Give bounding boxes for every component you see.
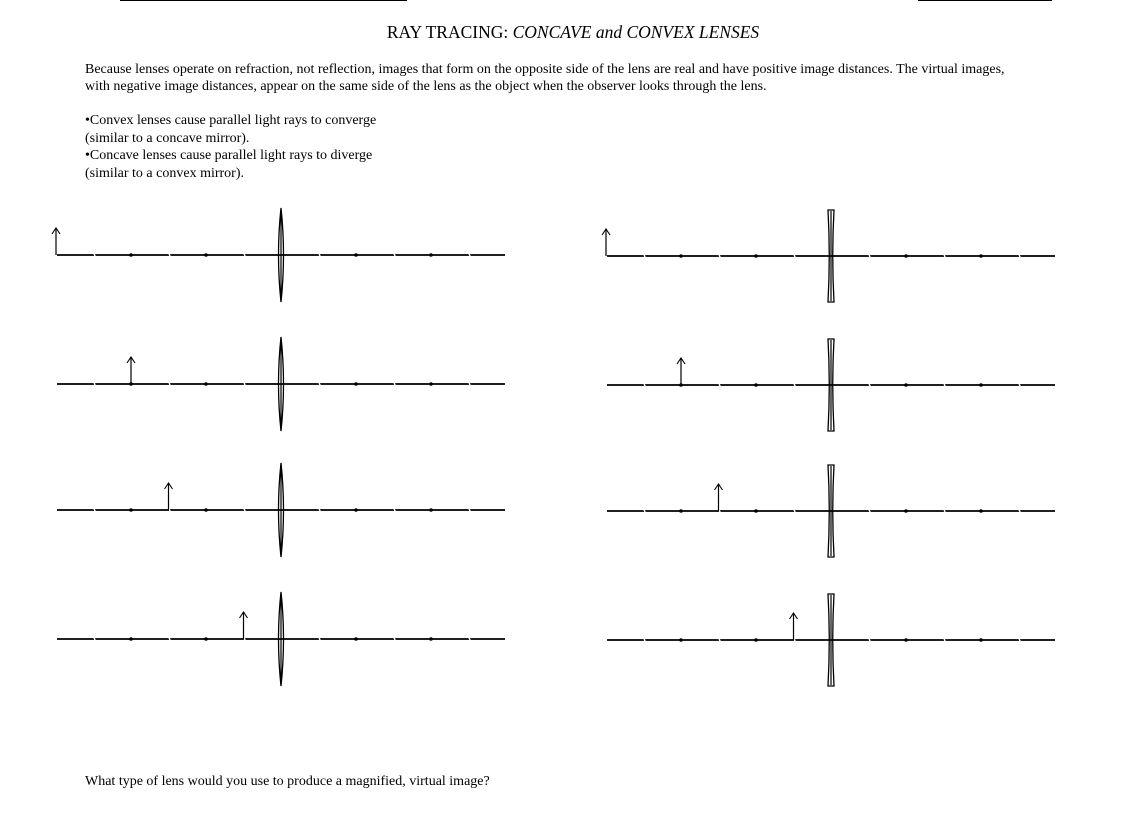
axis-gap bbox=[94, 638, 95, 641]
focal-point-dot bbox=[754, 509, 758, 513]
title-convex: CONVEX LENSES bbox=[626, 22, 760, 42]
focal-point-dot bbox=[354, 637, 358, 641]
note-line: •Convex lenses cause parallel light rays to converge bbox=[85, 113, 377, 128]
focal-point-dot bbox=[979, 509, 983, 513]
axis-gap bbox=[794, 639, 795, 642]
axis-gap bbox=[94, 509, 95, 512]
axis-gap bbox=[944, 255, 945, 258]
focal-point-dot bbox=[754, 254, 758, 258]
axis-gap bbox=[794, 255, 795, 258]
focal-point-dot bbox=[979, 383, 983, 387]
axis-gap bbox=[644, 255, 645, 258]
focal-point-dot bbox=[904, 638, 908, 642]
focal-point-dot bbox=[979, 638, 983, 642]
focal-point-dot bbox=[429, 637, 433, 641]
axis-gap bbox=[394, 254, 395, 257]
axis-gap bbox=[719, 639, 720, 642]
axis-gap bbox=[469, 509, 470, 512]
axis-gap bbox=[169, 638, 170, 641]
focal-point-dot bbox=[354, 253, 358, 257]
axis-gap bbox=[394, 509, 395, 512]
axis-gap bbox=[169, 254, 170, 257]
axis-gap bbox=[1019, 639, 1020, 642]
axis-gap bbox=[869, 639, 870, 642]
focal-point-dot bbox=[129, 637, 133, 641]
focal-point-dot bbox=[204, 382, 208, 386]
focal-point-dot bbox=[429, 382, 433, 386]
axis-gap bbox=[169, 383, 170, 386]
axis-gap bbox=[869, 255, 870, 258]
axis-gap bbox=[469, 638, 470, 641]
axis-gap bbox=[719, 255, 720, 258]
axis-gap bbox=[869, 384, 870, 387]
axis-gap bbox=[319, 638, 320, 641]
intro-paragraph: Because lenses operate on refraction, not reflection, images that form on the opposite side of the lens are real and have positive image distances. The virtual images, with negative image distances, appear on the same side of the lens as the object when the observer looks through the lens. bbox=[85, 62, 1005, 94]
axis-gap bbox=[1019, 255, 1020, 258]
axis-gap bbox=[94, 383, 95, 386]
focal-point-dot bbox=[904, 509, 908, 513]
axis-gap bbox=[394, 638, 395, 641]
focal-point-dot bbox=[754, 383, 758, 387]
axis-gap bbox=[244, 383, 245, 386]
focal-point-dot bbox=[679, 509, 683, 513]
axis-gap bbox=[794, 510, 795, 513]
focal-point-dot bbox=[204, 637, 208, 641]
axis-gap bbox=[319, 383, 320, 386]
axis-gap bbox=[319, 254, 320, 257]
focal-point-dot bbox=[204, 508, 208, 512]
focal-point-dot bbox=[679, 254, 683, 258]
axis-gap bbox=[869, 510, 870, 513]
focal-point-dot bbox=[354, 508, 358, 512]
title-and: and bbox=[591, 22, 627, 42]
axis-gap bbox=[719, 510, 720, 513]
axis-gap bbox=[944, 384, 945, 387]
axis-gap bbox=[1019, 384, 1020, 387]
focal-point-dot bbox=[754, 638, 758, 642]
note-line: (similar to a concave mirror). bbox=[85, 130, 250, 146]
focal-point-dot bbox=[429, 253, 433, 257]
axis-gap bbox=[244, 509, 245, 512]
axis-gap bbox=[644, 639, 645, 642]
axis-gap bbox=[719, 384, 720, 387]
axis-gap bbox=[469, 254, 470, 257]
focal-point-dot bbox=[129, 508, 133, 512]
axis-gap bbox=[169, 509, 170, 512]
axis-gap bbox=[394, 383, 395, 386]
axis-gap bbox=[244, 254, 245, 257]
focal-point-dot bbox=[429, 508, 433, 512]
question-text: What type of lens would you use to produce a magnified, virtual image? bbox=[85, 774, 490, 789]
axis-gap bbox=[944, 639, 945, 642]
axis-gap bbox=[944, 510, 945, 513]
title-prefix: RAY TRACING: bbox=[386, 22, 513, 42]
axis-gap bbox=[244, 638, 245, 641]
axis-gap bbox=[469, 383, 470, 386]
axis-gap bbox=[794, 384, 795, 387]
axis-gap bbox=[1019, 510, 1020, 513]
axis-gap bbox=[94, 254, 95, 257]
axis-gap bbox=[644, 384, 645, 387]
focal-point-dot bbox=[129, 253, 133, 257]
focal-point-dot bbox=[354, 382, 358, 386]
note-line: •Concave lenses cause parallel light rays to diverge bbox=[85, 148, 373, 163]
focal-point-dot bbox=[904, 254, 908, 258]
title-concave: CONCAVE bbox=[512, 22, 592, 42]
axis-gap bbox=[319, 509, 320, 512]
focal-point-dot bbox=[204, 253, 208, 257]
focal-point-dot bbox=[979, 254, 983, 258]
axis-gap bbox=[644, 510, 645, 513]
focal-point-dot bbox=[904, 383, 908, 387]
note-line: (similar to a convex mirror). bbox=[85, 165, 245, 181]
focal-point-dot bbox=[679, 638, 683, 642]
